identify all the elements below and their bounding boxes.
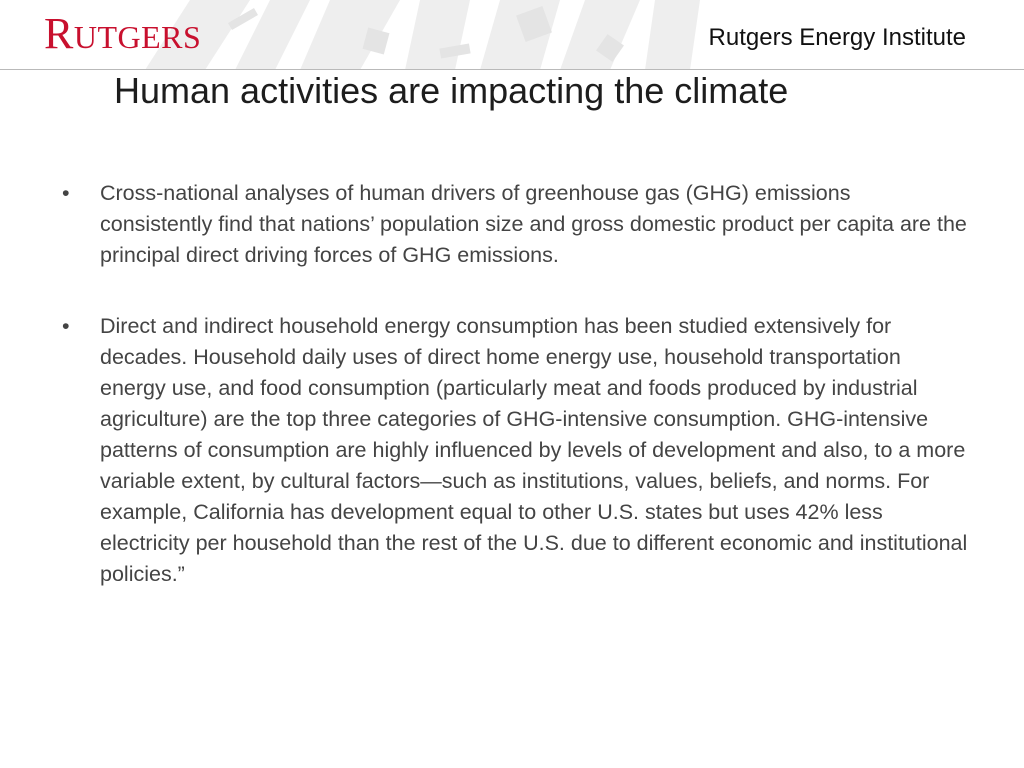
bullet-dot-icon: • xyxy=(62,314,70,338)
bullet-item xyxy=(58,311,968,590)
bullet-list xyxy=(58,178,968,630)
logo-initial: R xyxy=(44,9,74,58)
institute-name: Rutgers Energy Institute xyxy=(708,24,966,51)
logo-rest: UTGERS xyxy=(73,19,202,55)
bullet-text: Cross-national analyses of human drivers of greenhouse gas (GHG) emissions consistently find that nations’ population size and gross domestic product per capita are the principal direct driving forces of GHG emissions. xyxy=(100,181,967,267)
bullet-item xyxy=(58,178,968,271)
rutgers-logo xyxy=(44,9,202,58)
slide-header xyxy=(0,0,1024,70)
slide-title: Human activities are impacting the climate xyxy=(114,70,789,111)
bullet-text: Direct and indirect household energy consumption has been studied extensively for decades. Household daily uses of direct home energy use, household transportation energy use, and food consumption (particularly meat and foods produced by industrial agriculture) are the top three categories of GHG-intensive consumption. GHG-intensive patterns of consumption are highly influenced by levels of development and also, to a more variable extent, by cultural factors—such as institutions, values, beliefs, and norms. For example, California has development equal to other U.S. states but uses 42% less electricity per household than the rest of the U.S. due to different economic and institutional policies.” xyxy=(100,314,968,586)
bullet-dot-icon: • xyxy=(62,181,70,205)
